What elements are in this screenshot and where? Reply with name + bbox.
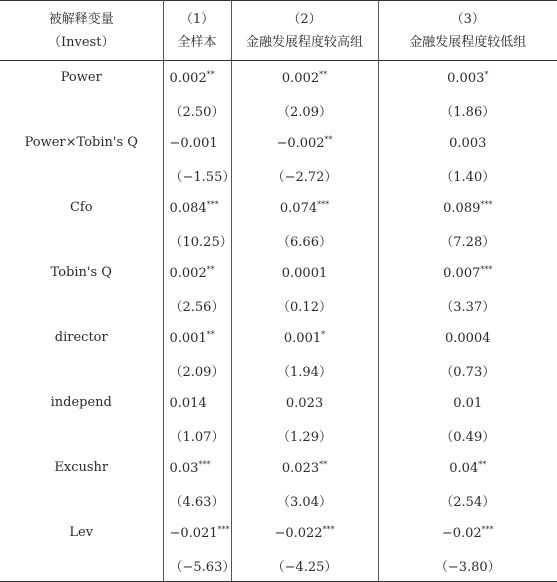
variable-name: independ	[0, 386, 163, 419]
coef-cell-2: −0.022***	[231, 516, 378, 549]
header-row	[0, 1, 557, 61]
variable-name: director	[0, 321, 163, 354]
tstat-cell-3: （1.86）	[378, 94, 557, 126]
header-col-2	[231, 1, 378, 61]
coef-cell-1: 0.002**	[163, 256, 231, 289]
header-col-1-label: 全样本	[164, 31, 231, 54]
tstat-cell-1: （10.25）	[163, 224, 231, 256]
tstat-cell-1: （1.07）	[163, 419, 231, 451]
coef-cell-2: 0.023	[231, 386, 378, 419]
table-row	[0, 191, 557, 224]
coef-cell-1: 0.084***	[163, 191, 231, 224]
tstat-cell-2: （−4.25）	[231, 549, 378, 582]
tstat-cell-3: （0.73）	[378, 354, 557, 386]
empty-cell	[0, 354, 163, 386]
header-col-2-label: 金融发展程度较高组	[232, 31, 378, 54]
coef-cell-1: −0.001	[163, 126, 231, 159]
tstat-cell-2: （0.12）	[231, 289, 378, 321]
empty-cell	[0, 94, 163, 126]
coef-cell-2: 0.002**	[231, 61, 378, 95]
tstat-cell-2: （−2.72）	[231, 159, 378, 191]
coef-cell-3: 0.003*	[378, 61, 557, 95]
tstat-cell-3: （7.28）	[378, 224, 557, 256]
coef-cell-2: 0.074***	[231, 191, 378, 224]
tstat-cell-2: （1.29）	[231, 419, 378, 451]
tstat-cell-3: （−3.80）	[378, 549, 557, 582]
empty-cell	[0, 549, 163, 582]
table-row	[0, 94, 557, 126]
tstat-cell-1: （−5.63）	[163, 549, 231, 582]
table-row	[0, 354, 557, 386]
tstat-cell-3: （3.37）	[378, 289, 557, 321]
header-col-3-number: （3）	[379, 8, 557, 31]
empty-cell	[0, 224, 163, 256]
tstat-cell-2: （3.04）	[231, 484, 378, 516]
table-row	[0, 224, 557, 256]
tstat-cell-2: （2.09）	[231, 94, 378, 126]
empty-cell	[0, 159, 163, 191]
tstat-cell-2: （6.66）	[231, 224, 378, 256]
table-row	[0, 516, 557, 549]
table-row	[0, 256, 557, 289]
tstat-cell-1: （2.09）	[163, 354, 231, 386]
tstat-cell-1: （4.63）	[163, 484, 231, 516]
coef-cell-3: 0.007***	[378, 256, 557, 289]
coef-cell-1: 0.014	[163, 386, 231, 419]
tstat-cell-1: （2.56）	[163, 289, 231, 321]
variable-name: Lev	[0, 516, 163, 549]
header-dependent-label: 被解释变量	[0, 8, 163, 31]
tstat-cell-1: （2.50）	[163, 94, 231, 126]
header-col-1-number: （1）	[164, 8, 231, 31]
coef-cell-2: 0.023**	[231, 451, 378, 484]
coef-cell-2: 0.001*	[231, 321, 378, 354]
table-row	[0, 386, 557, 419]
tstat-cell-3: （2.54）	[378, 484, 557, 516]
table-row	[0, 451, 557, 484]
coef-cell-3: −0.02***	[378, 516, 557, 549]
coef-cell-3: 0.089***	[378, 191, 557, 224]
variable-name: Power	[0, 61, 163, 95]
table-row	[0, 159, 557, 191]
table-row	[0, 419, 557, 451]
coef-cell-3: 0.04**	[378, 451, 557, 484]
empty-cell	[0, 289, 163, 321]
tstat-cell-1: （−1.55）	[163, 159, 231, 191]
header-col-3	[378, 1, 557, 61]
coef-cell-1: 0.03***	[163, 451, 231, 484]
coef-cell-1: −0.021***	[163, 516, 231, 549]
table-row	[0, 484, 557, 516]
table-row	[0, 289, 557, 321]
coef-cell-3: 0.01	[378, 386, 557, 419]
table-body	[0, 61, 557, 582]
variable-name: Cfo	[0, 191, 163, 224]
header-dependent-variable	[0, 1, 163, 61]
header-col-2-number: （2）	[232, 8, 378, 31]
coef-cell-3: 0.0004	[378, 321, 557, 354]
variable-name: Tobin's Q	[0, 256, 163, 289]
variable-name: Power×Tobin's Q	[0, 126, 163, 159]
tstat-cell-3: （0.49）	[378, 419, 557, 451]
coef-cell-3: 0.003	[378, 126, 557, 159]
table-row	[0, 126, 557, 159]
variable-name: Excushr	[0, 451, 163, 484]
coef-cell-2: 0.0001	[231, 256, 378, 289]
coef-cell-1: 0.002**	[163, 61, 231, 95]
header-dependent-name: （Invest）	[0, 31, 163, 54]
tstat-cell-3: （1.40）	[378, 159, 557, 191]
header-col-1	[163, 1, 231, 61]
table-row	[0, 549, 557, 582]
empty-cell	[0, 419, 163, 451]
coef-cell-2: −0.002**	[231, 126, 378, 159]
coef-cell-1: 0.001**	[163, 321, 231, 354]
tstat-cell-2: （1.94）	[231, 354, 378, 386]
empty-cell	[0, 484, 163, 516]
header-col-3-label: 金融发展程度较低组	[379, 31, 557, 54]
table-row	[0, 61, 557, 95]
table-row	[0, 321, 557, 354]
